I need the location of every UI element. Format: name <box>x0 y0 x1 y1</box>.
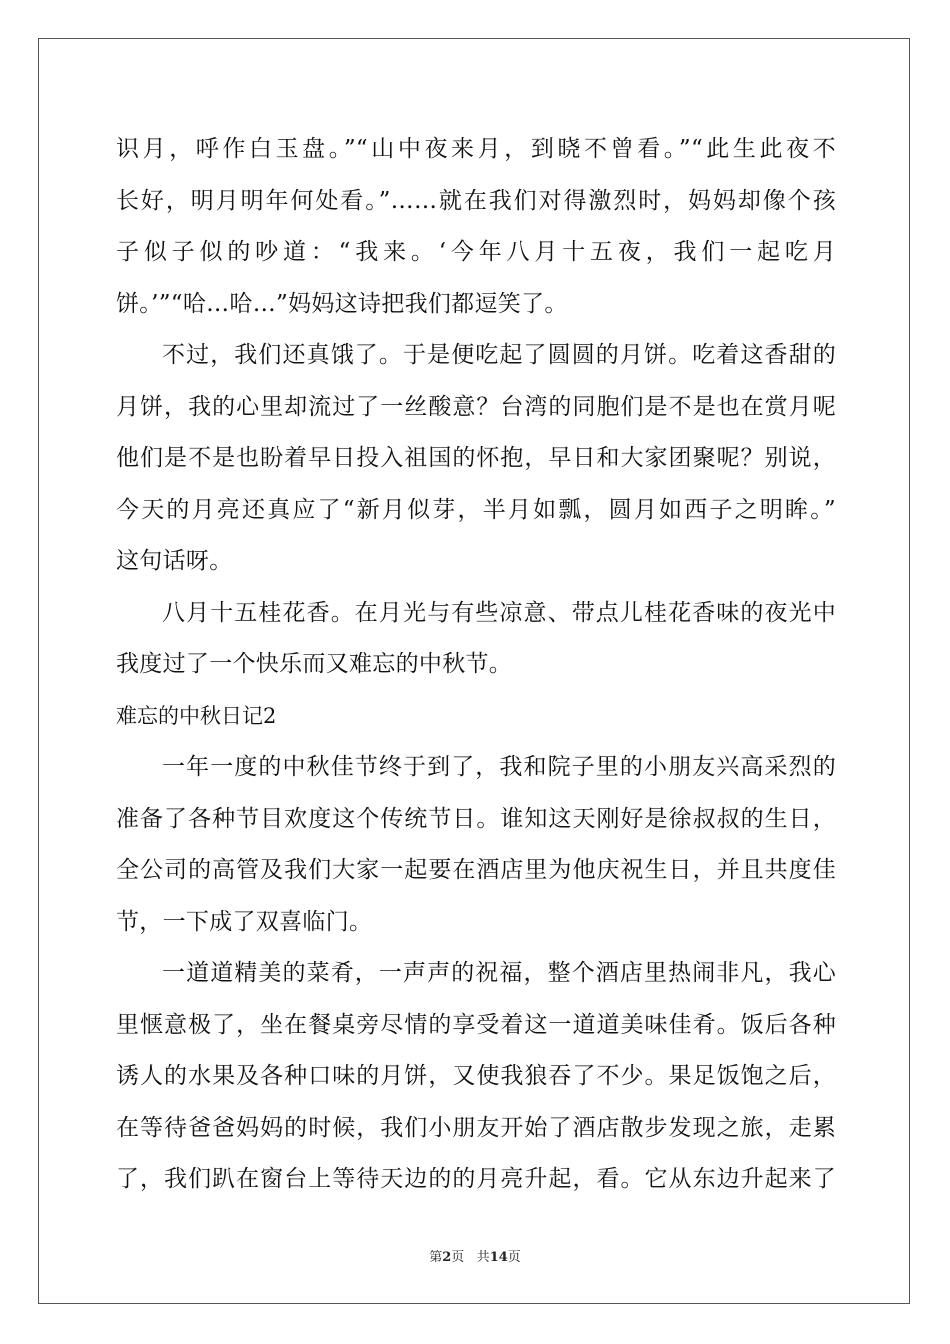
text-line: 节，一下成了双喜临门。 <box>116 908 373 935</box>
total-page-count: 14 <box>489 1250 508 1265</box>
text-line: 在等待爸爸妈妈的时候，我们小朋友开始了酒店散步发现之旅，走累 <box>116 1114 836 1141</box>
paragraph-5 <box>116 948 836 1206</box>
document-body <box>116 124 836 1206</box>
text-line: 月饼，我的心里却流过了一丝酸意？台湾的同胞们是不是也在赏月呢 <box>116 393 836 420</box>
text-line: 诱人的水果及各种口味的月饼，又使我狼吞了不少。果足饭饱之后， <box>116 1063 836 1089</box>
section-heading: 难忘的中秋日记2 <box>116 703 277 728</box>
text-line: 子似子似的吵道：“我来。‘今年八月十五夜，我们一起吃月 <box>116 239 836 265</box>
paragraph-1 <box>116 124 836 330</box>
text-line: 他们是不是也盼着早日投入祖国的怀抱，早日和大家团聚呢？别说， <box>116 445 836 471</box>
paragraph-3 <box>116 588 836 691</box>
footer-page-suffix: 页 <box>451 1250 465 1265</box>
text-line: 一年一度的中秋佳节终于到了，我和院子里的小朋友兴高采烈的 <box>162 754 836 780</box>
footer-total-suffix: 页 <box>507 1250 521 1265</box>
paragraph-4 <box>116 742 836 948</box>
text-line: 识月，呼作白玉盘。”“山中夜来月，到晓不曾看。”“此生此夜不 <box>116 136 836 162</box>
paragraph-2 <box>116 330 836 588</box>
text-line: 准备了各种节目欢度这个传统节日。谁知这天刚好是徐叔叔的生日， <box>116 805 836 832</box>
footer-total-prefix: 共 <box>476 1250 490 1265</box>
text-line: 全公司的高管及我们大家一起要在酒店里为他庆祝生日，并且共度佳 <box>116 857 836 883</box>
text-line: 饼。’”“哈…哈…”妈妈这诗把我们都逗笑了。 <box>116 290 568 317</box>
text-line: 长好，明月明年何处看。”……就在我们对得激烈时，妈妈却像个孩 <box>116 187 836 214</box>
text-line: 这句话呀。 <box>116 548 233 574</box>
current-page-number: 2 <box>442 1250 452 1265</box>
text-line: 不过，我们还真饿了。于是便吃起了圆圆的月饼。吃着这香甜的 <box>162 342 836 368</box>
text-line: 了，我们趴在窗台上等待天边的的月亮升起，看。它从东边升起来了 <box>116 1166 836 1192</box>
text-line: 一道道精美的菜肴，一声声的祝福，整个酒店里热闹非凡，我心 <box>162 960 836 986</box>
page-footer <box>0 1246 950 1265</box>
text-line: 我度过了一个快乐而又难忘的中秋节。 <box>116 651 513 677</box>
footer-prefix: 第 <box>429 1250 443 1265</box>
text-line: 里惬意极了，坐在餐桌旁尽情的享受着这一道道美味佳肴。饭后各种 <box>116 1011 836 1038</box>
text-line: 今天的月亮还真应了“新月似芽，半月如瓢，圆月如西子之明眸。” <box>116 496 836 523</box>
text-line: 八月十五桂花香。在月光与有些凉意、带点儿桂花香味的夜光中 <box>162 599 836 626</box>
